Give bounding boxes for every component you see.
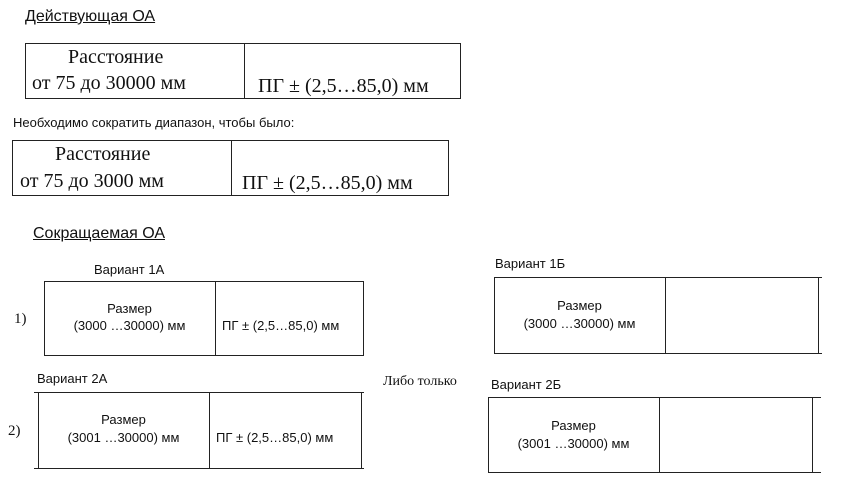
current-range-line1: Расстояние xyxy=(68,46,164,68)
current-heading: Действующая ОА xyxy=(25,8,156,25)
variant-2b-size-line2: (3001 …30000) мм xyxy=(517,436,630,451)
variant-1b-label: Вариант 1Б xyxy=(495,256,566,271)
variant-1a-size-line1: Размер xyxy=(107,301,152,316)
variant-1b-size-line2: (3000 …30000) мм xyxy=(523,316,636,331)
variant-2a-label: Вариант 2А xyxy=(37,371,108,386)
variant-1a-label: Вариант 1А xyxy=(94,262,165,277)
target-range-line1: Расстояние xyxy=(55,143,151,165)
variant-2a-size-line1: Размер xyxy=(101,412,146,427)
variant-2a-tolerance: ПГ ± (2,5…85,0) мм xyxy=(216,430,334,445)
target-tolerance: ПГ ± (2,5…85,0) мм xyxy=(242,172,413,194)
variant-2a-size-line2: (3001 …30000) мм xyxy=(67,430,180,445)
target-range-line2: от 75 до 3000 мм xyxy=(20,170,164,192)
variant-1a-size-line2: (3000 …30000) мм xyxy=(73,318,186,333)
variant-2b-label: Вариант 2Б xyxy=(491,377,562,392)
variant-2b-size-line1: Размер xyxy=(551,418,596,433)
current-range-line2: от 75 до 30000 мм xyxy=(32,72,186,94)
variant-1a-tolerance: ПГ ± (2,5…85,0) мм xyxy=(222,318,340,333)
reduction-note: Необходимо сократить диапазон, чтобы было: xyxy=(13,115,295,130)
variant-1b-size-line1: Размер xyxy=(557,298,602,313)
reduced-heading: Сокращаемая ОА xyxy=(33,225,165,242)
either-only-label: Либо только xyxy=(383,374,457,389)
row-number-1: 1) xyxy=(14,311,27,327)
current-tolerance: ПГ ± (2,5…85,0) мм xyxy=(258,75,429,97)
row-number-2: 2) xyxy=(8,423,21,439)
